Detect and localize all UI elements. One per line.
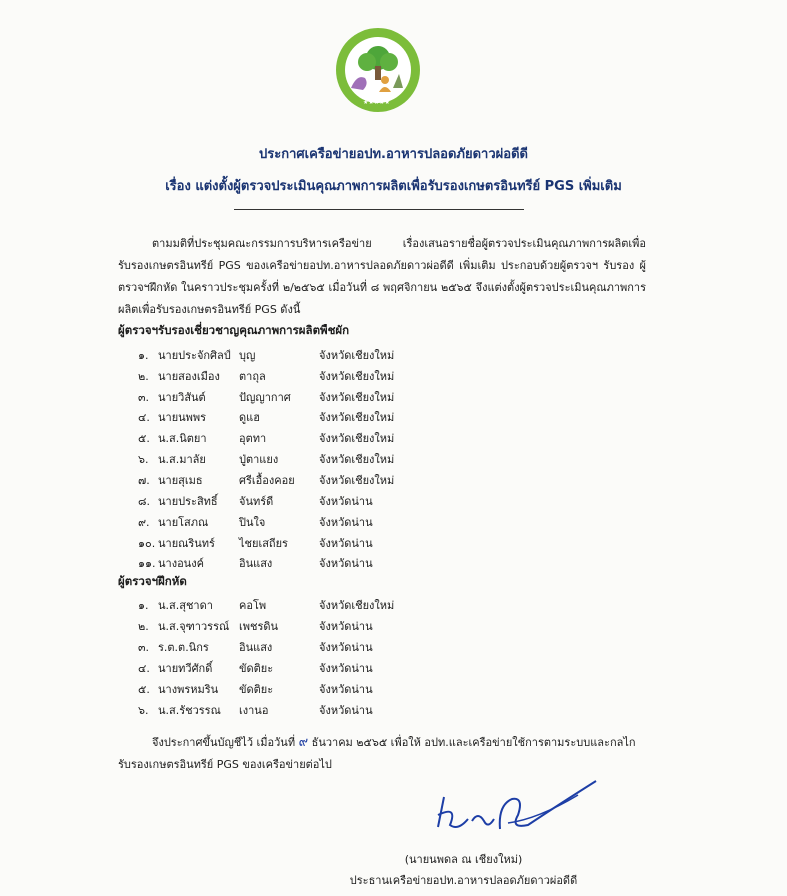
announcement-subject: เรื่อง แต่งตั้งผู้ตรวจประเมินคุณภาพการผลิตเพื่อรับรองเกษตรอินทรีย์ PGS เพิ่มเติม bbox=[165, 179, 622, 194]
signatory-name: (นายนพดล ณ เชียงใหม่) bbox=[404, 853, 523, 866]
section-heading-certified: ผู้ตรวจฯรับรองเชี่ยวชาญคุณภาพการผลิตพืชผัก bbox=[118, 323, 350, 337]
divider bbox=[234, 209, 524, 210]
section-heading-trainee: ผู้ตรวจฯฝึกหัด bbox=[118, 574, 187, 588]
network-logo-icon bbox=[333, 22, 423, 132]
signatory-position: ประธานเครือข่ายอปท.อาหารปลอดภัยดาวผ่อดีดี bbox=[349, 874, 578, 887]
handwritten-signature bbox=[428, 775, 608, 845]
announcement-page: ★★★★★ ประกาศเครือข่ายอปท.อาหารปลอดภัยดาวผ่อดีดี เรื่อง แต่งตั้งผู้ตรวจประเมินคุณภาพการผลิตเพื่อรับรองเกษตรอินทรีย์ PGS เพิ่มเติม ตามมติที่ประชุมคณะกรรมการบริหารเครือข่าย เรื่องเสนอรายชื่อผู้ตรวจประเมินคุณภาพการผลิตเพื่อรับรองเกษตรอินทรีย์ PGS ของเครือข่ายอปท.อาหารปลอดภัยดาวผ่อดีดี เพิ่มเติม ประกอบด้วยผู้ตรวจฯ รับรอง ผู้ตรวจฯฝึกหัด ในคราวประชุมครั้งที่ ๒/๒๕๖๕ เมื่อวันที่ ๘ พฤศจิกายน ๒๕๖๕ จึงแต่งตั้งผู้ตรวจประเมินคุณภาพการผลิตเพื่อรับรองเกษตรอินทรีย์ PGS ดังนี้ ผู้ตรวจฯรับรองเชี่ยวชาญคุณภาพการผลิตพืชผัก ๑. นายประจักศิลป์ บุญ จังหวัดเชียงใหม่ ๒. นายสองเมือง ตาถุล จังหวัดเชียงใหม่ ๓. นายวิสันต์ ปัญญากาศ จังหวัดเชียงใหม่ ๔. นายนพพร ดูแฮ จังหวัดเชียงใหม่ ๕. น.ส.นิตยา อุตทา จังหวัดเชียงใหม่ ๖. น.ส.มาลัย ปู่ตาแยง จังหวัดเชียงใหม่ ๗. นายสุเมธ ศรีเอื้องคอย จังหวัดเชียงใหม่ ๘. นายประสิทธิ์ จันทร์ดี จังหวัดน่าน ๙. นายโสภณ ปินใจ จังหวัดน่าน ๑๐. นายณรินทร์ ไชยเสถียร จังหวัดน่าน ๑๑. นางอนงค์ อินแสง จังหวัดน่าน ผู้ตรวจฯฝึกหัด ๑. น.ส.สุชาดา คอโพ จังหวัดเชียงใหม่ ๒. น.ส.จุฑาวรรณ์ เพชรดิน จังหวัดน่าน ๓. ร.ต.ต.นิกร อินแสง จังหวัดน่าน ๔. นายทวีศักดิ์ ขัดติยะ จังหวัดน่าน ๕. นางพรหมริน ขัดติยะ จังหวัดน่าน ๖. น.ส.รัชวรรณ เงานอ จังหวัดน่าน จึงประกาศขึ้นบัญชีไว้ เมื่อวันที่ ๙ ธันวาคม ๒๕๖๕ เพื่อให้ อปท.และเครือข่ายใช้การตามระบบและกลไกรับรองเกษตรอินทรีย์ PGS ของเครือข่ายต่อไป (นายนพดล ณ เชียงใหม่) ประธานเครือข่ายอปท.อาหารปลอดภัยดาวผ่อดีดี bbox=[0, 0, 787, 896]
svg-text:★★★★★: ★★★★★ bbox=[363, 99, 390, 106]
body-paragraph: ตามมติที่ประชุมคณะกรรมการบริหารเครือข่าย เรื่องเสนอรายชื่อผู้ตรวจประเมินคุณภาพการผลิตเพื่อรับรองเกษตรอินทรีย์ PGS ของเครือข่ายอปท.อาหารปลอดภัยดาวผ่อดีดี เพิ่มเติม ประกอบด้วยผู้ตรวจฯ รับรอง ผู้ตรวจฯฝึกหัด ในคราวประชุมครั้งที่ ๒/๒๕๖๕ เมื่อวันที่ ๘ พฤศจิกายน ๒๕๖๕ จึงแต่งตั้งผู้ตรวจประเมินคุณภาพการผลิตเพื่อรับรองเกษตรอินทรีย์ PGS ดังนี้ bbox=[118, 237, 646, 316]
announcement-title: ประกาศเครือข่ายอปท.อาหารปลอดภัยดาวผ่อดีดี bbox=[259, 147, 528, 162]
closing-paragraph: จึงประกาศขึ้นบัญชีไว้ เมื่อวันที่ ๙ ธันวาคม ๒๕๖๕ เพื่อให้ อปท.และเครือข่ายใช้การตามระบบและกลไกรับรองเกษตรอินทรีย์ PGS ของเครือข่ายต่อไป bbox=[118, 735, 636, 771]
handwritten-day: ๙ bbox=[298, 735, 309, 750]
